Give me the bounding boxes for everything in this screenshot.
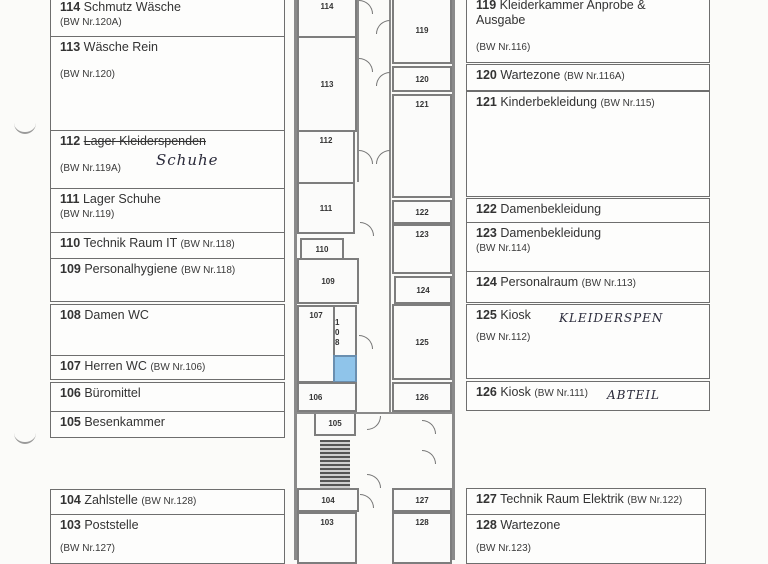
plan-room-114: 114 [297, 0, 357, 38]
plan-room-107: 107 [297, 305, 335, 383]
door-icon [359, 335, 373, 349]
plan-room-126: 126 [392, 382, 452, 412]
room-108-label: 108 Damen WC [50, 304, 285, 356]
room-111-label: 111 Lager Schuhe (BW Nr.119) [50, 188, 285, 233]
plan-room-108: 1 0 8 [333, 305, 357, 357]
lobby-wall [297, 412, 452, 414]
plan-room-124: 124 [394, 276, 452, 304]
door-icon [360, 222, 374, 236]
plan-room-103: 103 [297, 512, 357, 564]
plan-room-109: 109 [297, 258, 359, 304]
room-119-label: 119 Kleiderkammer Anprobe & Ausgabe (BW Nr.116) [466, 0, 710, 63]
handwritten-note: KLEIDERSPEN [559, 311, 664, 325]
door-icon [359, 58, 373, 72]
door-icon [360, 494, 374, 508]
door-icon [422, 420, 436, 434]
plan-room-highlighted [333, 355, 357, 383]
plan-room-110: 110 [300, 238, 344, 260]
room-121-label: 121 Kinderbekleidung (BW Nr.115) [466, 91, 710, 197]
handwritten-note: ABTEIL [607, 388, 660, 402]
plan-room-112: 112 [297, 130, 355, 184]
plan-room-127: 127 [392, 488, 452, 512]
punch-hole [14, 120, 36, 134]
staircase [320, 440, 350, 488]
room-107-label: 107 Herren WC (BW Nr.106) [50, 355, 285, 380]
plan-room-122: 122 [392, 200, 452, 224]
door-icon [422, 450, 436, 464]
room-123-label: 123 Damenbekleidung (BW Nr.114) [466, 222, 710, 272]
plan-room-113: 113 [297, 36, 357, 132]
door-icon [359, 150, 373, 164]
door-icon [367, 474, 381, 488]
room-113-label: 113 Wäsche Rein (BW Nr.120) [50, 36, 285, 131]
room-114-label: 114 Schmutz Wäsche (BW Nr.120A) [50, 0, 285, 37]
floor-plan [292, 0, 462, 560]
plan-room-105: 105 [314, 410, 356, 436]
plan-room-123: 123 [392, 224, 452, 274]
room-112-label: 112 Lager Kleiderspenden (BW Nr.119A) Schuhe [50, 130, 285, 189]
room-110-label: 110 Technik Raum IT (BW Nr.118) [50, 232, 285, 259]
room-126-label: 126 Kiosk (BW Nr.111) ABTEIL [466, 381, 710, 411]
room-106-label: 106 Büromittel [50, 382, 285, 412]
plan-room-121: 121 [392, 94, 452, 198]
room-122-label: 122 Damenbekleidung [466, 198, 710, 223]
room-104-label: 104 Zahlstelle (BW Nr.128) [50, 489, 285, 515]
plan-room-119: 119 [392, 0, 452, 64]
room-105-label: 105 Besenkammer [50, 411, 285, 438]
plan-room-125: 125 [392, 304, 452, 380]
handwritten-note: Schuhe [156, 151, 219, 169]
room-120-label: 120 Wartezone (BW Nr.116A) [466, 64, 710, 91]
door-icon [367, 416, 381, 430]
door-icon [376, 20, 390, 34]
plan-room-106: 106 [297, 382, 357, 412]
plan-room-111: 111 [297, 182, 355, 234]
door-icon [376, 150, 390, 164]
door-icon [376, 72, 390, 86]
outer-wall-right [452, 0, 455, 560]
door-icon [359, 0, 373, 14]
plan-room-104: 104 [297, 488, 359, 512]
plan-room-128: 128 [392, 512, 452, 564]
punch-hole [14, 430, 36, 444]
corridor-wall [389, 0, 391, 412]
room-124-label: 124 Personalraum (BW Nr.113) [466, 271, 710, 303]
plan-room-120: 120 [392, 66, 452, 92]
room-128-label: 128 Wartezone (BW Nr.123) [466, 514, 706, 564]
room-103-label: 103 Poststelle (BW Nr.127) [50, 514, 285, 564]
room-127-label: 127 Technik Raum Elektrik (BW Nr.122) [466, 488, 706, 515]
room-109-label: 109 Personalhygiene (BW Nr.118) [50, 258, 285, 302]
room-125-label: 125 Kiosk (BW Nr.112) KLEIDERSPEN [466, 304, 710, 379]
